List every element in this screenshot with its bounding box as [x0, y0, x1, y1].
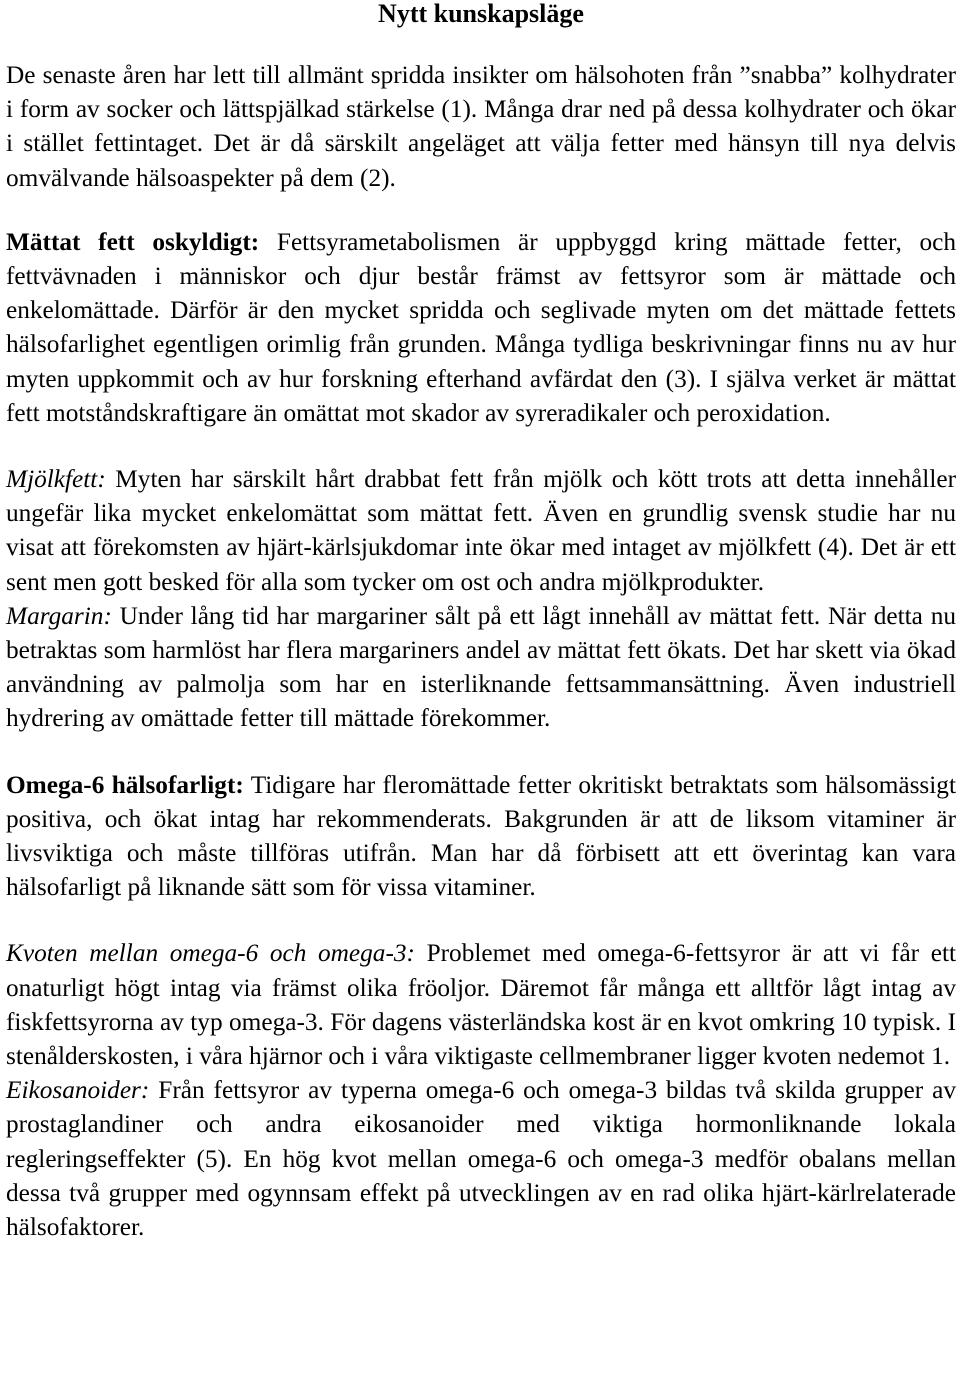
paragraph-intro-text: De senaste åren har lett till allmänt spridda insikter om hälsohoten från ”snabba” kolhydrater i form av socker och lättspjälkad stärkelse (1). Många drar ned på dessa kolhydrater och ökar i stället fettintaget. Det är då särskilt angeläget att välja fetter med hänsyn till nya delvis omvälvande hälsoaspekter på dem (2).	[6, 61, 956, 192]
paragraph-mjolkfett	[6, 462, 956, 599]
paragraph-kvoten-text: Problemet med omega-6-fettsyror är att vi får ett onaturligt högt intag via främst olika fröoljor. Däremot får många ett alltför lågt intag av fiskfettsyrorna av typ omega-3. För dagens västerländska kost är en kvot omkring 10 typisk. I stenålderskosten, i våra hjärnor och i våra viktigaste cellmembraner ligger kvoten nedemot 1.	[6, 939, 957, 1071]
paragraph-omega6	[6, 768, 956, 905]
paragraph-eikosanoider	[6, 1073, 956, 1244]
paragraph-mattat-fett-text: Fettsyrametabolismen är uppbyggd kring mättade fetter, och fettvävnaden i människor och djur består främst av fettsyror som är mättade och enkelomättade. Därför är den mycket spridda och seglivade myten om det mättade fettets hälsofarlighet egentligen orimlig från grunden. Många tydliga beskrivningar finns nu av hur myten uppkommit och av hur forskning efterhand avfärdat den (3). I själva verket är mättat fett motståndskraftigare än omättat mot skador av syreradikaler och peroxidation.	[6, 227, 956, 427]
paragraph-kvoten	[6, 936, 956, 1073]
paragraph-margarin-text: Under lång tid har margariner sålt på ett lågt innehåll av mättat fett. När detta nu betraktas som harmlöst har flera margariners andel av mättat fett ökats. Det har skett via ökad användning av palmolja som har en isterliknande fettsammansättning. Även industriell hydrering av omättade fetter till mättade förekommer.	[6, 601, 956, 733]
paragraph-intro	[6, 58, 956, 195]
paragraph-mjolkfett-text: Myten har särskilt hårt drabbat fett från mjölk och kött trots att detta innehåller ungefär lika mycket enkelomättat som mättat fett. Även en grundlig svensk studie har nu visat att förekomsten av hjärt-kärlsjukdomar inte ökar med intaget av mjölkfett (4). Det är ett sent men gott besked för alla som tycker om ost och andra mjölkprodukter.	[6, 465, 956, 596]
paragraph-kvoten-heading: Kvoten mellan omega-6 och omega-3:	[6, 939, 415, 968]
paragraph-omega6-heading: Omega-6 hälsofarligt:	[6, 770, 244, 799]
document-page	[6, 0, 956, 1244]
page-title: Nytt kunskapsläge	[378, 0, 584, 28]
paragraph-eikosanoider-heading: Eikosanoider:	[6, 1076, 150, 1105]
paragraph-mjolkfett-heading: Mjölkfett:	[6, 465, 106, 494]
paragraph-mattat-fett	[6, 225, 956, 430]
paragraph-eikosanoider-text: Från fettsyror av typerna omega-6 och omega-3 bildas två skilda grupper av prostaglandiner och andra eikosanoider med viktiga hormonliknande lokala regleringseffekter (5). En hög kvot mellan omega-6 och omega-3 medför obalans mellan dessa två grupper med ogynnsam effekt på utvecklingen av en rad olika hjärt-kärlrelaterade hälsofaktorer.	[6, 1076, 956, 1242]
paragraph-omega6-text: Tidigare har fleromättade fetter okritiskt betraktats som hälsomässigt positiva, och ökat intag har rekommenderats. Bakgrunden är att de liksom vitaminer är livsviktiga och måste tillföras utifrån. Man har då förbisett att ett överintag kan vara hälsofarligt på liknande sätt som för vissa vitaminer.	[6, 770, 956, 902]
paragraph-margarin	[6, 599, 956, 736]
paragraph-mattat-fett-heading: Mättat fett oskyldigt:	[6, 227, 260, 256]
paragraph-margarin-heading: Margarin:	[6, 601, 112, 630]
